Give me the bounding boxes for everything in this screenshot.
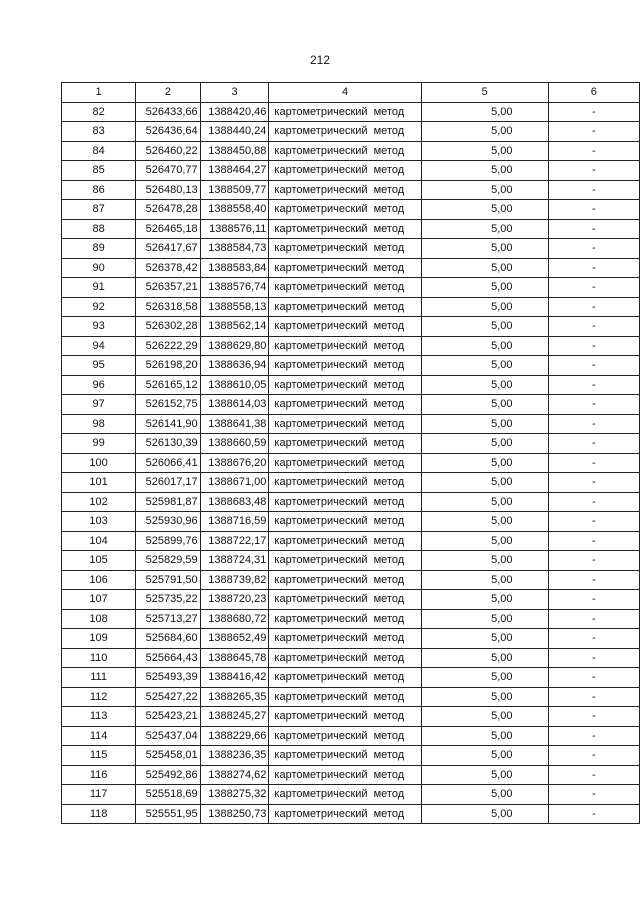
table-cell-col-6: - xyxy=(548,434,639,454)
table-cell-col-5: 5,00 xyxy=(421,122,548,142)
table-cell-col-4: картометрический метод xyxy=(269,258,421,278)
table-cell-col-1: 84 xyxy=(62,141,136,161)
table-row xyxy=(62,531,640,551)
table-cell-col-3: 1388683,48 xyxy=(200,492,269,512)
table-cell-col-2: 526460,22 xyxy=(136,141,200,161)
table-cell-col-4: картометрический метод xyxy=(269,219,421,239)
table-cell-col-4: картометрический метод xyxy=(269,102,421,122)
table-cell-col-4: картометрический метод xyxy=(269,531,421,551)
table-cell-col-6: - xyxy=(548,473,639,493)
table-cell-col-5: 5,00 xyxy=(421,102,548,122)
table-row xyxy=(62,239,640,259)
table-cell-col-6: - xyxy=(548,785,639,805)
table-cell-col-4: картометрический метод xyxy=(269,356,421,376)
table-cell-col-4: картометрический метод xyxy=(269,785,421,805)
table-cell-col-5: 5,00 xyxy=(421,648,548,668)
table-cell-col-2: 525981,87 xyxy=(136,492,200,512)
table-cell-col-1: 82 xyxy=(62,102,136,122)
table-cell-col-1: 106 xyxy=(62,570,136,590)
table-cell-col-6: - xyxy=(548,278,639,298)
table-cell-col-1: 94 xyxy=(62,336,136,356)
table-cell-col-2: 526017,17 xyxy=(136,473,200,493)
table-row xyxy=(62,551,640,571)
table-cell-col-6: - xyxy=(548,141,639,161)
table-cell-col-5: 5,00 xyxy=(421,141,548,161)
table-cell-col-4: картометрический метод xyxy=(269,336,421,356)
table-cell-col-6: - xyxy=(548,648,639,668)
table-cell-col-1: 111 xyxy=(62,668,136,688)
table-cell-col-5: 5,00 xyxy=(421,317,548,337)
table-cell-col-3: 1388420,46 xyxy=(200,102,269,122)
table-cell-col-6: - xyxy=(548,570,639,590)
table-cell-col-1: 105 xyxy=(62,551,136,571)
table-cell-col-2: 525684,60 xyxy=(136,629,200,649)
table-cell-col-4: картометрический метод xyxy=(269,648,421,668)
table-cell-col-2: 525437,04 xyxy=(136,726,200,746)
table-cell-col-6: - xyxy=(548,746,639,766)
table-cell-col-5: 5,00 xyxy=(421,297,548,317)
table-cell-col-3: 1388724,31 xyxy=(200,551,269,571)
table-cell-col-1: 96 xyxy=(62,375,136,395)
table-cell-col-5: 5,00 xyxy=(421,726,548,746)
table-cell-col-1: 117 xyxy=(62,785,136,805)
table-cell-col-2: 526470,77 xyxy=(136,161,200,181)
column-header-4: 4 xyxy=(269,83,421,103)
table-cell-col-1: 103 xyxy=(62,512,136,532)
table-cell-col-4: картометрический метод xyxy=(269,609,421,629)
table-row xyxy=(62,336,640,356)
table-cell-col-5: 5,00 xyxy=(421,453,548,473)
table-cell-col-6: - xyxy=(548,336,639,356)
table-cell-col-6: - xyxy=(548,512,639,532)
table-cell-col-5: 5,00 xyxy=(421,395,548,415)
table-cell-col-4: картометрический метод xyxy=(269,726,421,746)
table-header xyxy=(62,83,640,103)
table-row xyxy=(62,434,640,454)
table-cell-col-5: 5,00 xyxy=(421,746,548,766)
table-cell-col-6: - xyxy=(548,200,639,220)
table-cell-col-2: 525493,39 xyxy=(136,668,200,688)
table-cell-col-2: 525518,69 xyxy=(136,785,200,805)
table-cell-col-2: 526478,28 xyxy=(136,200,200,220)
table-cell-col-5: 5,00 xyxy=(421,590,548,610)
table-cell-col-3: 1388722,17 xyxy=(200,531,269,551)
table-cell-col-5: 5,00 xyxy=(421,687,548,707)
table-cell-col-6: - xyxy=(548,219,639,239)
table-row xyxy=(62,668,640,688)
table-cell-col-3: 1388509,77 xyxy=(200,180,269,200)
table-row xyxy=(62,375,640,395)
table-cell-col-6: - xyxy=(548,707,639,727)
table-cell-col-4: картометрический метод xyxy=(269,395,421,415)
table-cell-col-3: 1388610,05 xyxy=(200,375,269,395)
table-cell-col-5: 5,00 xyxy=(421,707,548,727)
table-cell-col-6: - xyxy=(548,453,639,473)
table-cell-col-4: картометрический метод xyxy=(269,122,421,142)
table-cell-col-3: 1388739,82 xyxy=(200,570,269,590)
table-cell-col-6: - xyxy=(548,180,639,200)
table-cell-col-5: 5,00 xyxy=(421,434,548,454)
table-cell-col-3: 1388576,11 xyxy=(200,219,269,239)
table-cell-col-3: 1388636,94 xyxy=(200,356,269,376)
table-cell-col-1: 101 xyxy=(62,473,136,493)
table-cell-col-5: 5,00 xyxy=(421,765,548,785)
table-cell-col-3: 1388680,72 xyxy=(200,609,269,629)
table-cell-col-6: - xyxy=(548,765,639,785)
table-cell-col-1: 108 xyxy=(62,609,136,629)
table-cell-col-5: 5,00 xyxy=(421,804,548,824)
table-cell-col-2: 525713,27 xyxy=(136,609,200,629)
table-cell-col-1: 110 xyxy=(62,648,136,668)
table-cell-col-2: 526198,20 xyxy=(136,356,200,376)
table-cell-col-6: - xyxy=(548,609,639,629)
table-cell-col-3: 1388265,35 xyxy=(200,687,269,707)
table-cell-col-2: 525551,95 xyxy=(136,804,200,824)
table-cell-col-3: 1388558,13 xyxy=(200,297,269,317)
table-cell-col-2: 526480,13 xyxy=(136,180,200,200)
table-cell-col-5: 5,00 xyxy=(421,278,548,298)
column-header-2: 2 xyxy=(136,83,200,103)
table-cell-col-3: 1388440,24 xyxy=(200,122,269,142)
table-cell-col-3: 1388229,66 xyxy=(200,726,269,746)
table-cell-col-4: картометрический метод xyxy=(269,180,421,200)
table-cell-col-2: 525427,22 xyxy=(136,687,200,707)
table-cell-col-2: 525492,86 xyxy=(136,765,200,785)
column-header-5: 5 xyxy=(421,83,548,103)
table-row xyxy=(62,414,640,434)
table-cell-col-1: 95 xyxy=(62,356,136,376)
table-cell-col-3: 1388641,38 xyxy=(200,414,269,434)
table-cell-col-5: 5,00 xyxy=(421,219,548,239)
table-cell-col-5: 5,00 xyxy=(421,609,548,629)
table-cell-col-3: 1388245,27 xyxy=(200,707,269,727)
table-row xyxy=(62,258,640,278)
table-row xyxy=(62,356,640,376)
table-cell-col-3: 1388250,73 xyxy=(200,804,269,824)
table-cell-col-1: 100 xyxy=(62,453,136,473)
table-cell-col-3: 1388558,40 xyxy=(200,200,269,220)
table-cell-col-4: картометрический метод xyxy=(269,804,421,824)
table-cell-col-6: - xyxy=(548,492,639,512)
table-cell-col-1: 85 xyxy=(62,161,136,181)
table-cell-col-6: - xyxy=(548,297,639,317)
table-cell-col-1: 89 xyxy=(62,239,136,259)
table-cell-col-3: 1388584,73 xyxy=(200,239,269,259)
table-cell-col-5: 5,00 xyxy=(421,258,548,278)
column-header-6: 6 xyxy=(548,83,639,103)
table-cell-col-1: 92 xyxy=(62,297,136,317)
table-cell-col-4: картометрический метод xyxy=(269,239,421,259)
table-cell-col-3: 1388274,62 xyxy=(200,765,269,785)
table-row xyxy=(62,570,640,590)
table-row xyxy=(62,102,640,122)
table-body xyxy=(62,102,640,824)
table-cell-col-2: 526433,66 xyxy=(136,102,200,122)
table-cell-col-6: - xyxy=(548,531,639,551)
table-cell-col-1: 88 xyxy=(62,219,136,239)
table-cell-col-3: 1388720,23 xyxy=(200,590,269,610)
table-cell-col-4: картометрический метод xyxy=(269,590,421,610)
table-cell-col-2: 526378,42 xyxy=(136,258,200,278)
table-cell-col-2: 526152,75 xyxy=(136,395,200,415)
table-cell-col-3: 1388671,00 xyxy=(200,473,269,493)
table-cell-col-3: 1388629,80 xyxy=(200,336,269,356)
table-cell-col-4: картометрический метод xyxy=(269,141,421,161)
column-header-1: 1 xyxy=(62,83,136,103)
table-cell-col-4: картометрический метод xyxy=(269,200,421,220)
table-cell-col-6: - xyxy=(548,804,639,824)
table-row xyxy=(62,180,640,200)
table-row xyxy=(62,648,640,668)
table-cell-col-6: - xyxy=(548,414,639,434)
table-row xyxy=(62,200,640,220)
table-cell-col-1: 97 xyxy=(62,395,136,415)
table-cell-col-1: 93 xyxy=(62,317,136,337)
table-cell-col-3: 1388660,59 xyxy=(200,434,269,454)
table-cell-col-1: 115 xyxy=(62,746,136,766)
table-row xyxy=(62,473,640,493)
table-cell-col-5: 5,00 xyxy=(421,180,548,200)
table-cell-col-1: 102 xyxy=(62,492,136,512)
table-cell-col-1: 107 xyxy=(62,590,136,610)
table-cell-col-6: - xyxy=(548,551,639,571)
table-cell-col-6: - xyxy=(548,239,639,259)
table-cell-col-4: картометрический метод xyxy=(269,512,421,532)
table-cell-col-1: 116 xyxy=(62,765,136,785)
table-cell-col-5: 5,00 xyxy=(421,492,548,512)
table-cell-col-5: 5,00 xyxy=(421,473,548,493)
table-cell-col-2: 525735,22 xyxy=(136,590,200,610)
table-cell-col-6: - xyxy=(548,161,639,181)
table-cell-col-1: 90 xyxy=(62,258,136,278)
table-cell-col-2: 525930,96 xyxy=(136,512,200,532)
table-cell-col-1: 83 xyxy=(62,122,136,142)
table-cell-col-1: 109 xyxy=(62,629,136,649)
table-cell-col-5: 5,00 xyxy=(421,356,548,376)
table-cell-col-4: картометрический метод xyxy=(269,668,421,688)
table-cell-col-2: 526141,90 xyxy=(136,414,200,434)
table-cell-col-4: картометрический метод xyxy=(269,551,421,571)
table-cell-col-4: картометрический метод xyxy=(269,473,421,493)
table-cell-col-2: 525791,50 xyxy=(136,570,200,590)
table-cell-col-4: картометрический метод xyxy=(269,414,421,434)
table-row xyxy=(62,512,640,532)
table-row xyxy=(62,765,640,785)
table-cell-col-4: картометрический метод xyxy=(269,297,421,317)
table-cell-col-3: 1388583,84 xyxy=(200,258,269,278)
table-cell-col-3: 1388614,03 xyxy=(200,395,269,415)
table-row xyxy=(62,317,640,337)
table-cell-col-3: 1388716,59 xyxy=(200,512,269,532)
table-cell-col-3: 1388236,35 xyxy=(200,746,269,766)
table-cell-col-5: 5,00 xyxy=(421,161,548,181)
table-cell-col-1: 86 xyxy=(62,180,136,200)
table-cell-col-4: картометрический метод xyxy=(269,570,421,590)
table-cell-col-3: 1388652,49 xyxy=(200,629,269,649)
coordinates-table xyxy=(61,82,640,824)
table-cell-col-3: 1388275,32 xyxy=(200,785,269,805)
table-cell-col-5: 5,00 xyxy=(421,551,548,571)
table-row xyxy=(62,609,640,629)
table-cell-col-2: 526302,28 xyxy=(136,317,200,337)
table-cell-col-1: 99 xyxy=(62,434,136,454)
table-cell-col-4: картометрический метод xyxy=(269,453,421,473)
table-cell-col-4: картометрический метод xyxy=(269,278,421,298)
table-cell-col-1: 98 xyxy=(62,414,136,434)
table-cell-col-4: картометрический метод xyxy=(269,492,421,512)
table-cell-col-3: 1388676,20 xyxy=(200,453,269,473)
table-cell-col-5: 5,00 xyxy=(421,375,548,395)
table-cell-col-5: 5,00 xyxy=(421,512,548,532)
table-row xyxy=(62,278,640,298)
table-cell-col-1: 114 xyxy=(62,726,136,746)
table-row xyxy=(62,453,640,473)
table-cell-col-1: 113 xyxy=(62,707,136,727)
table-cell-col-5: 5,00 xyxy=(421,336,548,356)
table-cell-col-2: 525664,43 xyxy=(136,648,200,668)
table-cell-col-3: 1388464,27 xyxy=(200,161,269,181)
column-header-3: 3 xyxy=(200,83,269,103)
header-row xyxy=(62,83,640,103)
table-cell-col-3: 1388562,14 xyxy=(200,317,269,337)
table-cell-col-6: - xyxy=(548,102,639,122)
table-cell-col-4: картометрический метод xyxy=(269,765,421,785)
table-cell-col-2: 525899,76 xyxy=(136,531,200,551)
table-cell-col-2: 525829,59 xyxy=(136,551,200,571)
table-row xyxy=(62,395,640,415)
table-cell-col-2: 525458,01 xyxy=(136,746,200,766)
table-cell-col-6: - xyxy=(548,375,639,395)
table-cell-col-6: - xyxy=(548,590,639,610)
table-cell-col-3: 1388645,78 xyxy=(200,648,269,668)
table-row xyxy=(62,687,640,707)
table-cell-col-6: - xyxy=(548,122,639,142)
table-cell-col-2: 526417,67 xyxy=(136,239,200,259)
table-cell-col-3: 1388416,42 xyxy=(200,668,269,688)
table-cell-col-2: 526130,39 xyxy=(136,434,200,454)
table-cell-col-6: - xyxy=(548,629,639,649)
table-cell-col-1: 112 xyxy=(62,687,136,707)
table-cell-col-4: картометрический метод xyxy=(269,434,421,454)
table-row xyxy=(62,746,640,766)
table-cell-col-5: 5,00 xyxy=(421,785,548,805)
table-cell-col-6: - xyxy=(548,258,639,278)
table-cell-col-4: картометрический метод xyxy=(269,375,421,395)
table-row xyxy=(62,141,640,161)
table-row xyxy=(62,219,640,239)
table-cell-col-1: 104 xyxy=(62,531,136,551)
table-cell-col-1: 87 xyxy=(62,200,136,220)
table-cell-col-2: 526318,58 xyxy=(136,297,200,317)
table-row xyxy=(62,492,640,512)
table-cell-col-1: 91 xyxy=(62,278,136,298)
table-cell-col-6: - xyxy=(548,726,639,746)
table-cell-col-5: 5,00 xyxy=(421,200,548,220)
table-row xyxy=(62,785,640,805)
table-cell-col-5: 5,00 xyxy=(421,239,548,259)
table-cell-col-4: картометрический метод xyxy=(269,161,421,181)
table-cell-col-2: 525423,21 xyxy=(136,707,200,727)
table-cell-col-2: 526357,21 xyxy=(136,278,200,298)
table-cell-col-4: картометрический метод xyxy=(269,317,421,337)
table-cell-col-2: 526165,12 xyxy=(136,375,200,395)
table-cell-col-5: 5,00 xyxy=(421,531,548,551)
table-cell-col-6: - xyxy=(548,395,639,415)
table-cell-col-2: 526066,41 xyxy=(136,453,200,473)
table-cell-col-5: 5,00 xyxy=(421,668,548,688)
table-row xyxy=(62,804,640,824)
table-cell-col-6: - xyxy=(548,356,639,376)
table-cell-col-6: - xyxy=(548,668,639,688)
table-cell-col-2: 526222,29 xyxy=(136,336,200,356)
table-cell-col-2: 526465,18 xyxy=(136,219,200,239)
table-cell-col-4: картометрический метод xyxy=(269,687,421,707)
table-row xyxy=(62,707,640,727)
table-cell-col-4: картометрический метод xyxy=(269,629,421,649)
table-cell-col-3: 1388576,74 xyxy=(200,278,269,298)
table-cell-col-5: 5,00 xyxy=(421,414,548,434)
table-row xyxy=(62,629,640,649)
table-row xyxy=(62,161,640,181)
table-row xyxy=(62,590,640,610)
table-row xyxy=(62,297,640,317)
table-cell-col-6: - xyxy=(548,687,639,707)
table-row xyxy=(62,726,640,746)
table-cell-col-3: 1388450,88 xyxy=(200,141,269,161)
table-row xyxy=(62,122,640,142)
table-cell-col-6: - xyxy=(548,317,639,337)
table-cell-col-2: 526436,64 xyxy=(136,122,200,142)
table-cell-col-5: 5,00 xyxy=(421,570,548,590)
table-cell-col-4: картометрический метод xyxy=(269,707,421,727)
page-number: 212 xyxy=(309,53,331,67)
table-cell-col-1: 118 xyxy=(62,804,136,824)
table-cell-col-5: 5,00 xyxy=(421,629,548,649)
table-cell-col-4: картометрический метод xyxy=(269,746,421,766)
